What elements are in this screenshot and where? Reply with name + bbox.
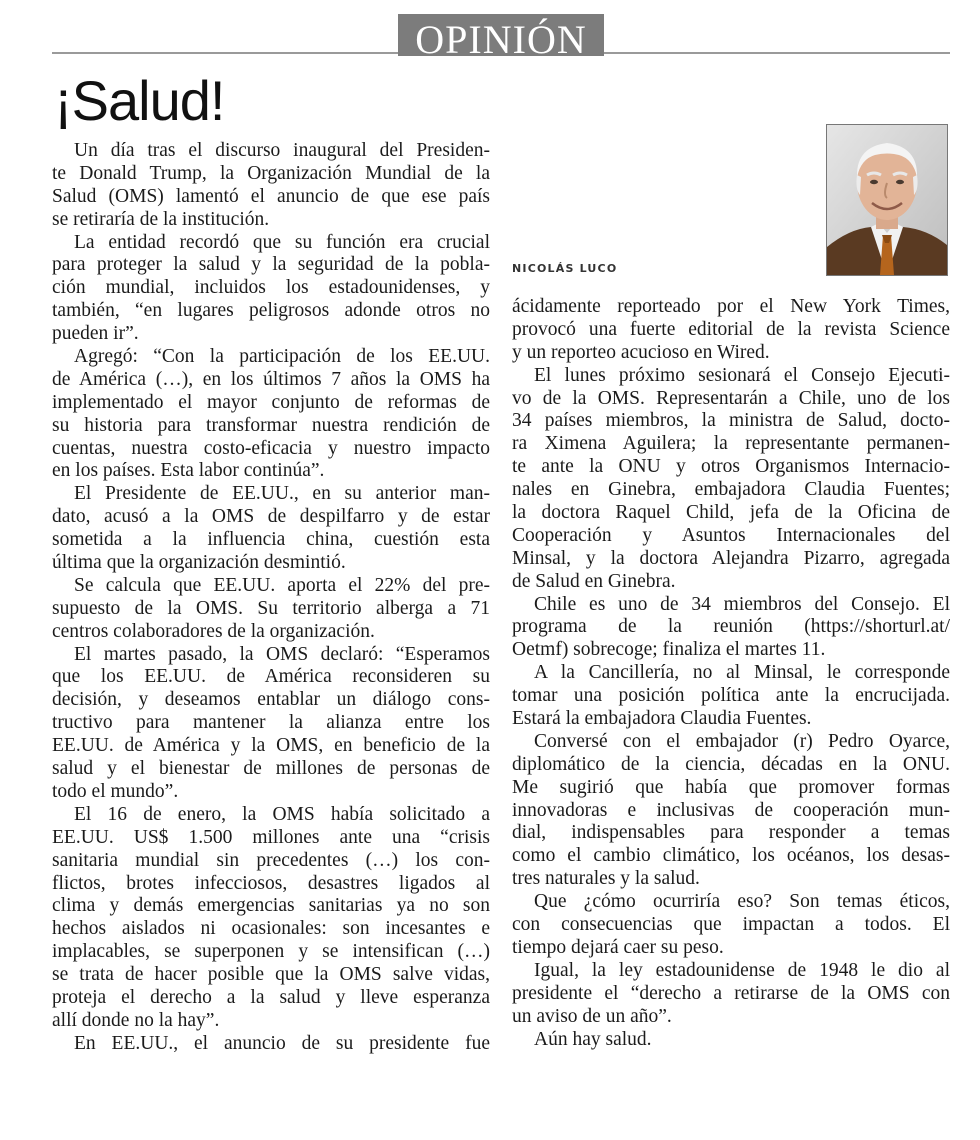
article-text-line: clima y demás emergencias sanitarias ya no son xyxy=(52,895,490,917)
article-text-line: Aún hay salud. xyxy=(534,1028,652,1050)
article-text-line: Un día tras el discurso inaugural del Presiden- xyxy=(74,140,490,161)
article-text-line: tructivo para mantener la alianza entre los xyxy=(52,712,490,734)
article-text-line: decisión, y deseamos entablar un diálogo cons- xyxy=(52,689,490,711)
article-text-line: ácidamente reporteado por el New York Times, xyxy=(512,296,950,317)
article-text-line: proteja el derecho a la salud y lleve esperanza xyxy=(52,986,490,1008)
article-text-line: ción mundial, incluidos los estadounidenses, y xyxy=(52,277,490,299)
article-text-line: programa de la reunión (https://shorturl.at/ xyxy=(512,616,950,638)
article-text-line: El martes pasado, la OMS declaró: “Esperamos xyxy=(74,643,490,665)
article-text-line: última que la organización desmintió. xyxy=(52,552,346,574)
article-text-line: Igual, la ley estadounidense de 1948 le dio al xyxy=(534,959,950,981)
article-text-line: supuesto de la OMS. Su territorio alberga a 71 xyxy=(52,597,490,619)
article-text-line: A la Cancillería, no al Minsal, le corresponde xyxy=(534,662,950,684)
article-text-line: como el cambio climático, los océanos, los desas- xyxy=(512,845,950,867)
article-text-line: Estará la embajadora Claudia Fuentes. xyxy=(512,708,812,730)
article-text-line: y un reporteo acucioso en Wired. xyxy=(512,341,770,363)
article-text-line: hechos aislados ni ocasionales: son incesantes e xyxy=(52,918,490,940)
article-text-line: la doctora Raquel Child, jefa de la Oficina de xyxy=(512,502,950,524)
article-column-left xyxy=(52,140,490,1056)
article-text-line: El lunes próximo sesionará el Consejo Ejecuti- xyxy=(534,364,950,386)
article-text-line: nales en Ginebra, embajadora Claudia Fuentes; xyxy=(512,479,950,501)
article-text-line: tomar una posición política ante la encrucijada. xyxy=(512,685,950,707)
article-text-line: sometida a la influencia china, cuestión esta xyxy=(52,529,490,551)
article-text-line: dato, acusó a la OMS de despilfarro y de estar xyxy=(52,506,490,528)
article-text-line: todo el mundo”. xyxy=(52,780,179,802)
article-text-line: EE.UU. de América y la OMS, en beneficio de la xyxy=(52,735,490,757)
article-text-line: diplomático de la ciencia, décadas en la ONU. xyxy=(512,753,950,775)
article-text-line: su historia para transformar nuestra rendición de xyxy=(52,414,490,436)
article-text-line: que los EE.UU. de América reconsideren su xyxy=(52,666,490,688)
article-text-line: presidente el “derecho a retirarse de la OMS con xyxy=(512,982,950,1004)
article-text-line: provocó una fuerte editorial de la revista Science xyxy=(512,318,950,340)
article-text-line: para proteger la salud y la seguridad de la pobla- xyxy=(52,254,490,276)
article-text-line: En EE.UU., el anuncio de su presidente fue xyxy=(74,1032,490,1054)
article-text-line: un aviso de un año”. xyxy=(512,1005,672,1027)
article-text-line: se trata de hacer posible que la OMS salve vidas, xyxy=(52,964,490,986)
article-text-line: La entidad recordó que su función era crucial xyxy=(74,231,490,253)
article-text-line: Salud (OMS) lamentó el anuncio de que ese país xyxy=(52,185,490,207)
article-text-line: sanitaria mundial sin precedentes (…) los con- xyxy=(52,849,490,871)
article-text-line: con consecuencias que impactan a todos. El xyxy=(512,914,950,936)
article-column-right xyxy=(512,296,950,1051)
article-text-line: El 16 de enero, la OMS había solicitado a xyxy=(74,803,490,825)
article-title: ¡Salud! xyxy=(54,69,225,132)
article-text-line: Agregó: “Con la participación de los EE.UU. xyxy=(74,346,490,368)
article-text-line: Oetmf) sobrecoge; finaliza el martes 11. xyxy=(512,639,826,661)
author-byline: NICOLÁS LUCO xyxy=(512,262,618,275)
article-text-line: Chile es uno de 34 miembros del Consejo. El xyxy=(534,593,950,615)
article-text-line: en los países. Esta labor continúa”. xyxy=(52,460,325,482)
article-text-line: te Donald Trump, la Organización Mundial de la xyxy=(52,162,490,184)
article-text-line: Conversé con el embajador (r) Pedro Oyarce, xyxy=(534,730,950,752)
article-text-line: EE.UU. US$ 1.500 millones ante una “crisis xyxy=(52,826,490,848)
article-text-line: salud y el bienestar de millones de personas de xyxy=(52,758,490,780)
article-text-line: centros colaboradores de la organización. xyxy=(52,620,375,642)
article-text-line: se retiraría de la institución. xyxy=(52,208,270,230)
article-text-line: Que ¿cómo ocurriría eso? Son temas éticos, xyxy=(534,891,950,913)
article-text-line: Minsal, y la doctora Alejandra Pizarro, agregada xyxy=(512,547,950,569)
article-text-line: dial, indispensables para responder a temas xyxy=(512,822,950,844)
article-text-line: El Presidente de EE.UU., en su anterior man- xyxy=(74,483,490,505)
article-text-line: ra Ximena Aguilera; la representante permanen- xyxy=(512,433,950,455)
article-text-line: de América (…), en los últimos 7 años la OMS ha xyxy=(52,368,490,390)
article-text-line: tiempo dejará caer su peso. xyxy=(512,936,724,958)
article-text-line: cuentas, nuestra costo-eficacia y nuestro impacto xyxy=(52,437,490,459)
article-text-line: también, “en lugares peligrosos adonde otros no xyxy=(52,300,490,322)
article-text-line: allí donde no la hay”. xyxy=(52,1009,220,1031)
article-text-line: Se calcula que EE.UU. aporta el 22% del pre- xyxy=(74,574,490,596)
article-text-line: te ante la ONU y otros Organismos Internacio- xyxy=(512,456,950,478)
section-label: OPINIÓN xyxy=(398,14,604,56)
article-text-line: 34 países miembros, la ministra de Salud, docto- xyxy=(512,410,950,432)
article-text-line: implementado el mayor conjunto de reformas de xyxy=(52,391,490,413)
author-photo xyxy=(826,124,948,276)
article-text-line: flictos, brotes infecciosos, desastres ligados al xyxy=(52,872,490,894)
article-text-line: tres naturales y la salud. xyxy=(512,868,700,890)
article-text-line: Me sugirió que había que promover formas xyxy=(512,776,950,798)
article-text-line: implacables, se superponen y se intensifican (…) xyxy=(52,941,490,963)
article-text-line: Cooperación y Asuntos Internacionales del xyxy=(512,524,950,546)
article-text-line: innovadoras e inclusivas de cooperación mun- xyxy=(512,799,950,821)
article-text-line: vo de la OMS. Representarán a Chile, uno de los xyxy=(512,387,950,409)
article-text-line: de Salud en Ginebra. xyxy=(512,570,676,592)
article-text-line: pueden ir”. xyxy=(52,323,139,345)
